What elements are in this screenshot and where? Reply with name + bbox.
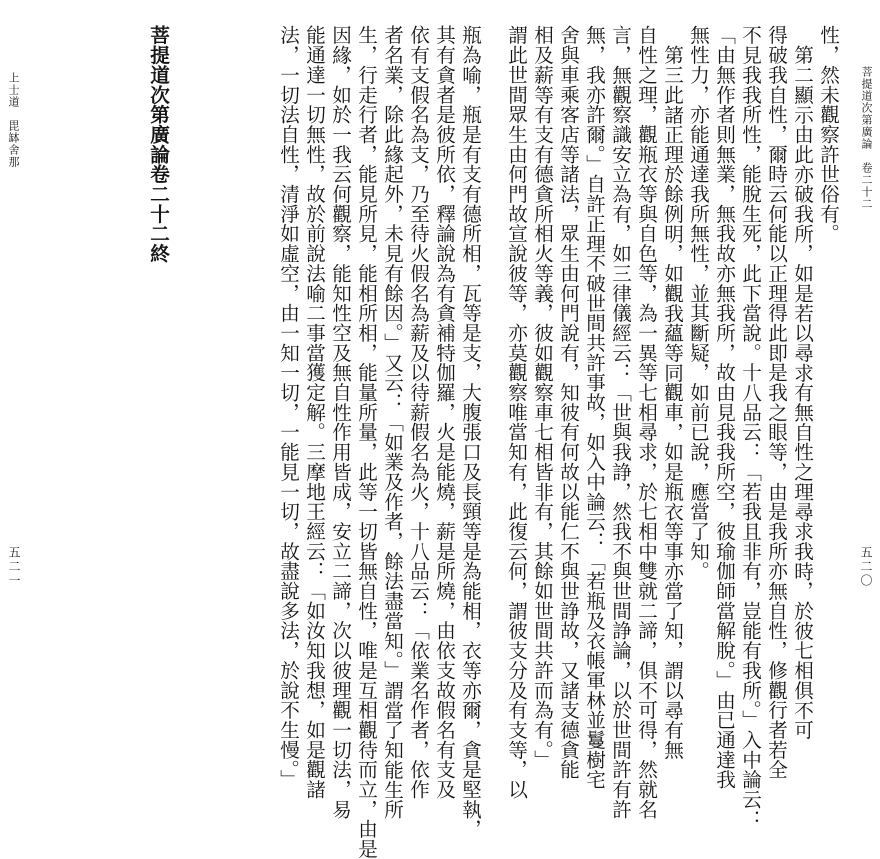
- text-column: 第二顯示由此亦破我所，如是若以尋求有無自性之理尋求我時，於彼七相俱不可: [790, 45, 814, 740]
- text-column: 相及薪等有支有德貪所相火等義，彼如觀察車七相皆非有，其餘如世間共許而為有。」: [530, 25, 554, 770]
- text-column: 能通達一切無性，故於前說法喻二事當獲定解。三摩地王經云：「如汝知我想，如是觀諸: [302, 25, 326, 800]
- text-column: 得破我自性，爾時云何能以正理得此即是我之眼等，由是我所亦無自性，修觀行者若全: [764, 25, 788, 780]
- text-column: 謂此世間眾生由何門故宣說彼等，亦莫觀察唯當知有，此復云何，謂彼支分及有支等，以: [504, 25, 528, 800]
- text-column: 瓶為喻，瓶是有支有德所相，瓦等是支，大腹張口及長頸等是為能相，衣等亦爾，貪是堅執，: [458, 25, 482, 839]
- text-column: 「由無作者則無業，無我故亦無我所，故由見我我所空，彼瑜伽師當解脫。」由已通達我: [712, 25, 736, 790]
- text-column: 言，無觀察識安立為有，如三律儀經云：「世與我諍，然我不與世間諍論，以於世間許有許: [608, 25, 632, 819]
- text-column: 因緣，如於一我云何觀察，能知性空及無自性作用皆成，安立二諦，次以彼理觀一切法，易: [328, 25, 352, 819]
- left-running-head: 上士道 毘缽舍那: [7, 72, 20, 168]
- text-column: 依有支假名為支，乃至待火假名為薪及以待薪假名為火，十八品云：「依業名作者，依作: [406, 25, 430, 800]
- right-running-head: 菩提道次第廣論 卷二十二: [860, 66, 873, 210]
- chapter-end-title: 菩提道次第廣論卷二十二終: [146, 25, 170, 264]
- text-column: 自性之理，觀瓶衣等與自色等，為一異等七相尋求，於七相中雙就二諦，俱不可得，然就名: [634, 25, 658, 819]
- text-column: 無性力，亦能通達我所無性，並其斷疑，如前已說，應當了知。: [686, 25, 710, 581]
- text-column: 其有貪者是彼所依，釋論說為有貪補特伽羅，火是能燒，薪是所燒，由依支故假名有支及: [432, 25, 456, 800]
- right-page-number: 五二〇: [859, 546, 873, 588]
- text-column: 者名業，除此緣起外，未見有餘因。」又云：「如業及作者，餘法盡當知。」謂當了知能生所: [380, 25, 404, 820]
- text-column: 生，行走行者，能見所見，能相所相，能量所量，此等一切皆無自性，唯是互相觀待而立，由是: [354, 25, 378, 859]
- text-column: 第三此諸正理於餘例明，如觀我蘊等同觀車，如是瓶衣等事亦當了知，謂以尋有無: [660, 45, 684, 760]
- text-column: 法，一切法自性，清淨如虛空，由一知一切，一能見一切，故盡說多法，於說不生慢。」: [276, 25, 300, 790]
- text-column: 舍與車乘客店等諸法，眾生由何門說有，知彼有何故以能仁不與世諍故，又諸支德貪能: [556, 25, 580, 780]
- left-page-number: 五二一: [7, 546, 21, 588]
- text-column: 性，然未觀察許世俗有。: [816, 25, 840, 244]
- text-column: 不見我我所性，能脫生死，此下當說。十八品云：「若我且非有，豈能有我所。」入中論云：: [738, 25, 762, 830]
- text-column: 無，我亦許爾。」自許正理不破世間共許事故，如入中論云：「若瓶及衣帳軍林並鬘樹宅: [582, 25, 606, 790]
